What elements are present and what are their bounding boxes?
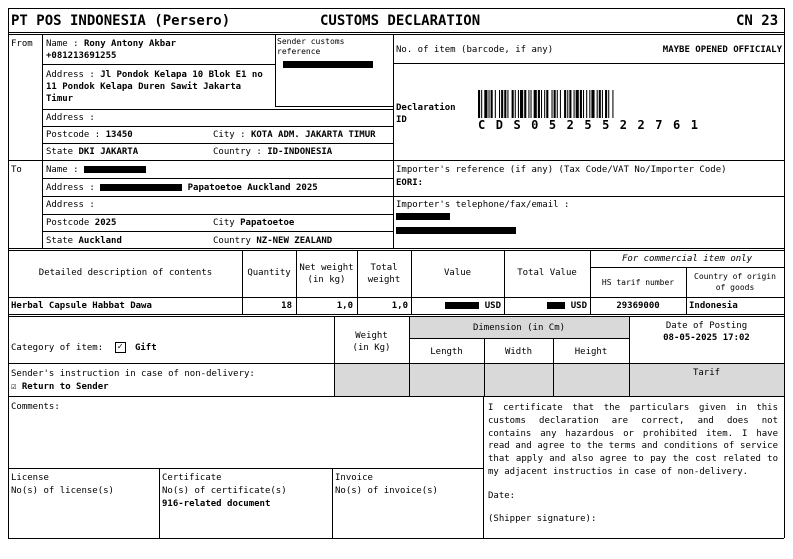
barcode-bar: [605, 90, 607, 118]
to-country-label: Country: [213, 236, 251, 246]
invoice-sub: No(s) of invoice(s): [335, 486, 438, 496]
row-quantity: 18: [281, 301, 292, 311]
barcode-bar: [583, 90, 584, 118]
importer-ref-label: Importer's reference (if any) (Tax Code/VAT No/Importer Code): [396, 165, 727, 175]
nondelivery-label: Sender's instruction in case of non-delivery:: [11, 369, 255, 379]
row-value-currency: USD: [484, 301, 501, 311]
nondelivery-row: [11, 382, 109, 392]
barcode-bar: [586, 90, 587, 118]
to-state-value: Auckland: [78, 236, 122, 246]
row-total-value: [504, 301, 587, 311]
barcode-bar: [491, 90, 493, 118]
from-address-block: [46, 69, 263, 105]
comments-label: Comments:: [11, 402, 60, 412]
certificate-value: 916-related document: [162, 499, 271, 509]
to-city-label: City: [213, 218, 235, 228]
barcode-bar: [569, 90, 571, 118]
row-description: Herbal Capsule Habbat Dawa: [11, 301, 152, 311]
width-value-fill: [485, 364, 553, 396]
barcode-bar: [602, 90, 603, 118]
length-header: Length: [430, 347, 463, 357]
barcode-bar: [495, 90, 496, 118]
barcode-bar: [531, 90, 532, 118]
from-name-row: [46, 39, 176, 49]
barcode-bar: [557, 90, 558, 118]
to-address-label: Address :: [46, 183, 95, 193]
redacted-to-address: [100, 184, 182, 191]
col-quantity-header: Quantity: [247, 268, 291, 278]
eori-label: EORI:: [396, 178, 424, 188]
barcode-bar: [574, 90, 575, 118]
barcode-bar: [546, 90, 548, 118]
redacted-to-name: [84, 166, 146, 173]
sender-customs-ref-label: Sender customs reference: [277, 37, 345, 56]
origin-line2: of goods: [715, 283, 755, 292]
dimension-header: Dimension (in Cm): [472, 323, 566, 333]
nondelivery-value: Return to Sender: [21, 382, 109, 392]
weight-line2: (in Kg): [352, 343, 391, 353]
barcode-bar: [560, 90, 561, 118]
from-name-value: Rony Antony Akbar: [83, 39, 177, 49]
height-value-fill: [554, 364, 629, 396]
item-no-label: No. of item (barcode, if any): [396, 45, 554, 55]
from-address-line3: Timur: [46, 94, 74, 104]
from-phone: +081213691255: [46, 51, 117, 61]
from-postcode-row: [46, 130, 133, 140]
to-postcode-value: 2025: [94, 218, 117, 228]
col-origin-header: [686, 271, 784, 293]
barcode-bar: [481, 90, 482, 118]
barcode-bar: [591, 90, 594, 118]
redacted-importer-phone: [396, 213, 450, 220]
form-code: CN 23: [736, 13, 779, 29]
width-header: Width: [504, 347, 533, 357]
certificate-label: Certificate: [162, 473, 222, 483]
to-name-row: [46, 165, 146, 175]
company-name: PT POS INDONESIA (Persero): [11, 13, 231, 29]
barcode-bar: [554, 90, 556, 118]
barcode-bar: [541, 90, 542, 118]
form-title: CUSTOMS DECLARATION: [320, 13, 481, 29]
from-label: From: [11, 39, 33, 49]
height-header: Height: [574, 347, 608, 357]
from-address2-label: Address :: [46, 113, 95, 123]
barcode-bar: [515, 90, 516, 118]
barcode-bar: [484, 90, 487, 118]
total-weight-line2: weight: [367, 275, 401, 285]
barcode-number: CDS0525522761: [478, 118, 709, 132]
barcode-bar: [580, 90, 582, 118]
weight-line1: Weight: [355, 331, 388, 341]
from-country-label: Country :: [213, 147, 262, 157]
barcode-bar: [612, 90, 613, 118]
barcode-bar: [520, 90, 523, 118]
license-sub: No(s) of license(s): [11, 486, 114, 496]
to-country-row: [213, 236, 332, 246]
from-address-line2: 11 Pondok Kelapa Duren Sawit Jakarta: [46, 82, 242, 92]
from-state-value: DKI JAKARTA: [78, 147, 139, 157]
redacted-total-value: [547, 302, 565, 309]
maybe-opened-note: MAYBE OPENED OFFICIALY: [662, 45, 782, 55]
from-postcode-value: 13450: [105, 130, 133, 140]
total-weight-line1: Total: [370, 263, 398, 273]
redacted-importer-email: [396, 227, 516, 234]
row-total-weight: 1,0: [391, 301, 408, 311]
gift-checkbox[interactable]: ✓: [115, 342, 126, 353]
from-name-label: Name :: [46, 39, 79, 49]
from-country-value: ID-INDONESIA: [267, 147, 333, 157]
from-postcode-label: Postcode :: [46, 130, 101, 140]
barcode-bar: [524, 90, 526, 118]
id-label: ID: [396, 115, 407, 125]
barcode-bar: [576, 90, 579, 118]
importer-phone-label: Importer's telephone/fax/email :: [396, 200, 570, 210]
origin-line1: Country of origin: [694, 272, 776, 281]
to-city-value: Papatoetoe: [240, 218, 295, 228]
barcode-bar: [589, 90, 590, 118]
to-address-row: [46, 183, 318, 193]
to-address2-label: Address :: [46, 200, 95, 210]
row-origin: Indonesia: [689, 301, 738, 311]
barcode-bar: [599, 90, 601, 118]
col-description-header: Detailed description of contents: [38, 268, 213, 278]
barcode-bar: [504, 90, 506, 118]
row-net-weight: 1,0: [336, 301, 353, 311]
from-state-row: [46, 147, 138, 157]
to-address-value: Papatoetoe Auckland 2025: [187, 183, 318, 193]
commercial-only-header: For commercial item only: [621, 254, 753, 264]
return-checkbox[interactable]: ☑: [11, 382, 17, 392]
posting-block: [629, 320, 784, 344]
from-address-label: Address :: [46, 70, 95, 80]
barcode-bar: [608, 90, 609, 118]
col-hs-tariff-header: HS tarif number: [601, 278, 675, 287]
to-postcode-label: Postcode: [46, 218, 90, 228]
barcode-bar: [567, 90, 568, 118]
length-value-fill: [410, 364, 484, 396]
declaration-id-label: [396, 102, 456, 126]
date-label: Date:: [488, 491, 516, 501]
invoice-label: Invoice: [335, 473, 373, 483]
category-row: [11, 342, 157, 353]
barcode-bar: [501, 90, 503, 118]
license-block: [11, 472, 114, 498]
barcode-bar: [512, 90, 514, 118]
to-city-row: [213, 218, 294, 228]
net-weight-line2: (in kg): [307, 275, 346, 285]
from-city-label: City :: [213, 130, 246, 140]
invoice-block: [335, 472, 438, 498]
net-weight-line1: Net weight: [299, 263, 354, 273]
certificate-block: [162, 472, 287, 511]
barcode-bar: [507, 90, 508, 118]
category-value: Gift: [134, 343, 157, 353]
barcode-bar: [528, 90, 529, 118]
row-value: [411, 301, 501, 311]
from-country-row: [213, 147, 332, 157]
weight-header: [334, 330, 409, 354]
from-city-value: KOTA ADM. JAKARTA TIMUR: [250, 130, 376, 140]
from-city-row: [213, 130, 376, 140]
certification-text: I certificate that the particulars given in this customs declaration are correct, and does not contains any hazardous or prohibited item. I have read and agree to the terms and conditions of service that apply and also agree to pay the cost related to my adjacent instructios in case of non-delivery.: [488, 403, 778, 477]
barcode-bar: [499, 90, 500, 118]
posting-label: Date of Posting: [665, 321, 748, 331]
declaration-label: Declaration: [396, 103, 456, 113]
certificate-sub: No(s) of certificate(s): [162, 486, 287, 496]
tarif-label: Tarif: [692, 368, 721, 378]
barcode-bar: [538, 90, 540, 118]
redacted-sender-ref: [283, 61, 373, 68]
to-label: To: [11, 165, 22, 175]
to-postcode-row: [46, 218, 116, 228]
to-state-label: State: [46, 236, 74, 246]
to-name-label: Name :: [46, 165, 79, 175]
barcode-bar: [552, 90, 553, 118]
category-label: Category of item:: [11, 343, 104, 353]
barcode-bar: [564, 90, 566, 118]
redacted-value: [445, 302, 479, 309]
barcode-bar: [597, 90, 598, 118]
barcode-bar: [478, 90, 480, 118]
col-total-weight-header: [357, 262, 411, 286]
row-hs-tariff: 29369000: [616, 301, 660, 311]
signature-label: (Shipper signature):: [488, 514, 597, 524]
to-state-row: [46, 236, 122, 246]
from-state-label: State: [46, 147, 74, 157]
barcode-bar: [534, 90, 537, 118]
posting-value: 08-05-2025 17:02: [663, 333, 750, 343]
col-value-header: Value: [443, 268, 472, 278]
from-address-line1: Jl Pondok Kelapa 10 Blok E1 no: [100, 70, 263, 80]
license-label: License: [11, 473, 49, 483]
barcode-bar: [489, 90, 490, 118]
barcode-image: [478, 90, 718, 118]
weight-value-fill: [335, 364, 409, 396]
col-total-value-header: Total Value: [517, 268, 577, 278]
row-total-value-currency: USD: [570, 301, 587, 311]
col-net-weight-header: [296, 262, 357, 286]
barcode-bar: [518, 90, 519, 118]
barcode-bar: [544, 90, 545, 118]
to-country-value: NZ-NEW ZEALAND: [256, 236, 333, 246]
